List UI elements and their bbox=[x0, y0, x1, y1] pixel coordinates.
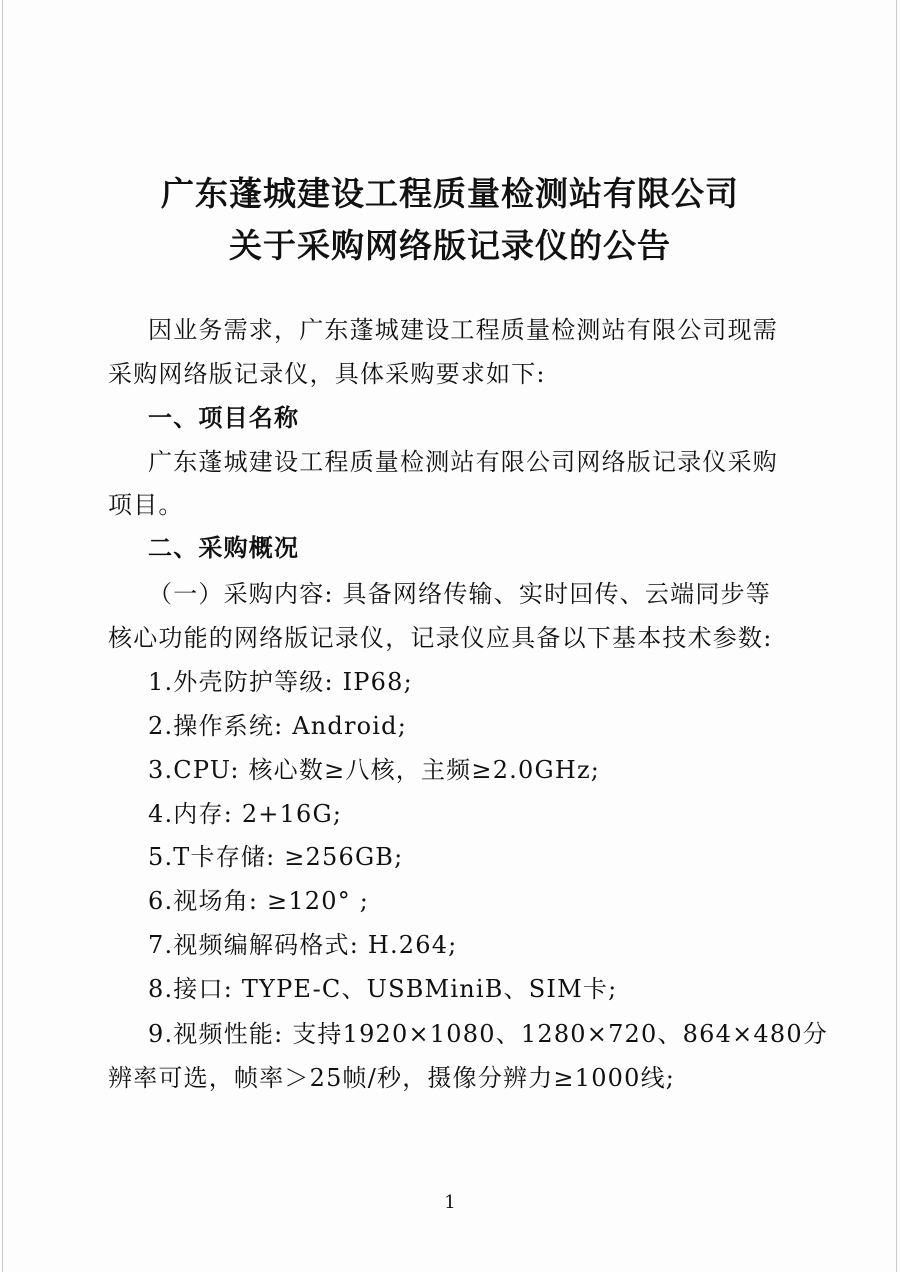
project-name: 广东蓬城建设工程质量检测站有限公司网络版记录仪采购 bbox=[148, 448, 778, 476]
spec-item: 6.视场角: ≥120° ; bbox=[148, 887, 370, 915]
spec-item: 4.内存: 2+16G; bbox=[148, 800, 343, 828]
intro-text: 因业务需求，广东蓬城建设工程质量检测站有限公司现需 bbox=[148, 316, 778, 344]
spec-item: 1.外壳防护等级: IP68; bbox=[148, 668, 413, 696]
spec-item: 2.操作系统: Android; bbox=[148, 712, 408, 740]
content-text: 核心功能的网络版记录仪，记录仪应具备以下基本技术参数: bbox=[108, 624, 773, 652]
page-number: 1 bbox=[444, 1192, 456, 1213]
spec-item: 8.接口: TYPE-C、USBMiniB、SIM卡; bbox=[148, 975, 618, 1003]
title-line-1: 广东蓬城建设工程质量检测站有限公司 bbox=[161, 174, 739, 213]
project-name: 项目。 bbox=[108, 491, 184, 519]
spec-item: 7.视频编解码格式: H.264; bbox=[148, 931, 458, 959]
spec-item: 9.视频性能: 支持1920×1080、1280×720、864×480分 bbox=[148, 1020, 829, 1048]
spec-item: 5.T卡存储: ≥256GB; bbox=[148, 843, 404, 871]
content-text: （一）采购内容: 具备网络传输、实时回传、云端同步等 bbox=[148, 580, 771, 608]
spec-item-continued: 辨率可选，帧率＞25帧/秒，摄像分辨力≥1000线; bbox=[108, 1064, 676, 1092]
section-heading: 二、采购概况 bbox=[148, 534, 300, 562]
title-line-2: 关于采购网络版记录仪的公告 bbox=[229, 226, 671, 265]
spec-item: 3.CPU: 核心数≥八核，主频≥2.0GHz; bbox=[148, 756, 601, 784]
section-heading: 一、项目名称 bbox=[148, 404, 300, 432]
intro-text: 采购网络版记录仪，具体采购要求如下: bbox=[108, 360, 546, 388]
